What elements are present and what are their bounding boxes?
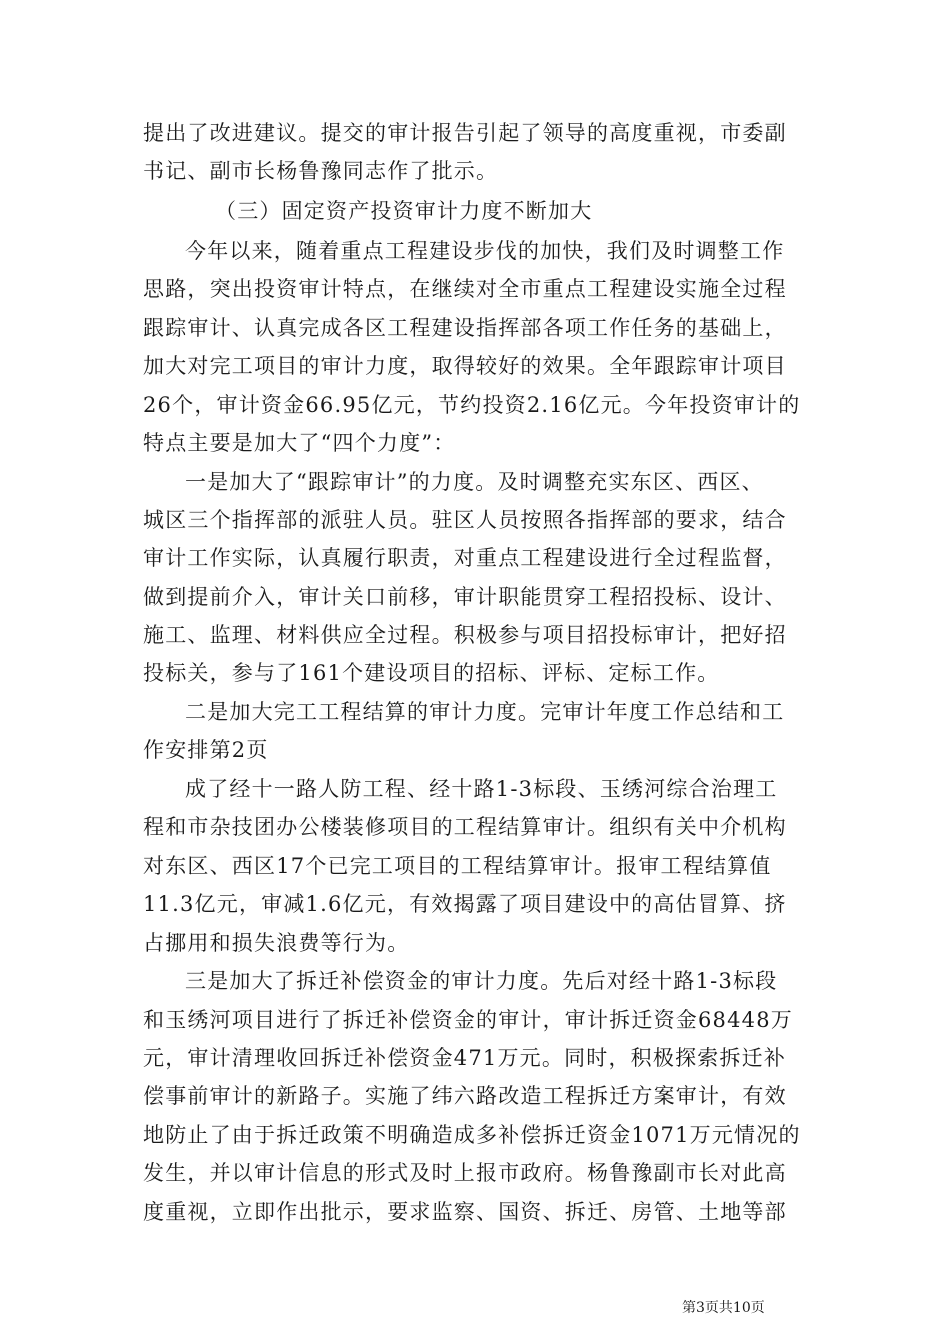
text-line: 跟踪审计、认真完成各区工程建设指挥部各项工作任务的基础上， [143,316,787,340]
text-line: 11.3亿元，审减1.6亿元，有效揭露了项目建设中的高估冒算、挤 [143,892,787,916]
text-line: 发生，并以审计信息的形式及时上报市政府。杨鲁豫副市长对此高 [143,1161,787,1185]
text-line: 审计工作实际，认真履行职责，对重点工程建设进行全过程监督， [143,546,787,570]
text-line: 元，审计清理收回拆迁补偿资金471万元。同时，积极探索拆迁补 [143,1046,787,1070]
text-line: 一是加大了“跟踪审计”的力度。及时调整充实东区、西区、 [185,470,764,494]
text-line: 今年以来，随着重点工程建设步伐的加快，我们及时调整工作 [185,239,785,263]
page-number-footer: 第3页共10页 [682,1300,765,1316]
text-line: 度重视，立即作出批示，要求监察、国资、拆迁、房管、土地等部 [143,1200,787,1224]
text-line: 施工、监理、材料供应全过程。积极参与项目招投标审计，把好招 [143,623,787,647]
text-line: 特点主要是加大了“四个力度”： [143,431,456,455]
text-line: 占挪用和损失浪费等行为。 [143,931,410,955]
text-line: 加大对完工项目的审计力度，取得较好的效果。全年跟踪审计项目 [143,354,787,378]
text-line: 书记、副市长杨鲁豫同志作了批示。 [143,159,499,183]
text-line: 程和市杂技团办公楼装修项目的工程结算审计。组织有关中介机构 [143,815,787,839]
text-line: 做到提前介入，审计关口前移，审计职能贯穿工程招投标、设计、 [143,585,787,609]
text-line: 26个，审计资金66.95亿元，节约投资2.16亿元。今年投资审计的 [143,393,801,417]
text-line: 偿事前审计的新路子。实施了纬六路改造工程拆迁方案审计，有效 [143,1084,787,1108]
text-line: 三是加大了拆迁补偿资金的审计力度。先后对经十路1-3标段 [185,969,778,993]
text-line: 地防止了由于拆迁政策不明确造成多补偿拆迁资金1071万元情况的 [143,1123,801,1147]
text-line: 成了经十一路人防工程、经十路1-3标段、玉绣河综合治理工 [185,777,778,801]
text-line: 二是加大完工工程结算的审计力度。完审计年度工作总结和工 [185,700,785,724]
text-line: 城区三个指挥部的派驻人员。驻区人员按照各指挥部的要求，结合 [143,508,787,532]
text-line: 提出了改进建议。提交的审计报告引起了领导的高度重视，市委副 [143,121,787,145]
text-line: 作安排第2页 [143,738,269,762]
section-heading: （三）固定资产投资审计力度不断加大 [215,199,593,223]
text-line: 投标关，参与了161个建设项目的招标、评标、定标工作。 [143,661,720,685]
text-line: 对东区、西区17个已完工项目的工程结算审计。报审工程结算值 [143,854,772,878]
text-line: 和玉绣河项目进行了拆迁补偿资金的审计，审计拆迁资金68448万 [143,1008,794,1032]
text-line: 思路，突出投资审计特点，在继续对全市重点工程建设实施全过程 [143,277,787,301]
